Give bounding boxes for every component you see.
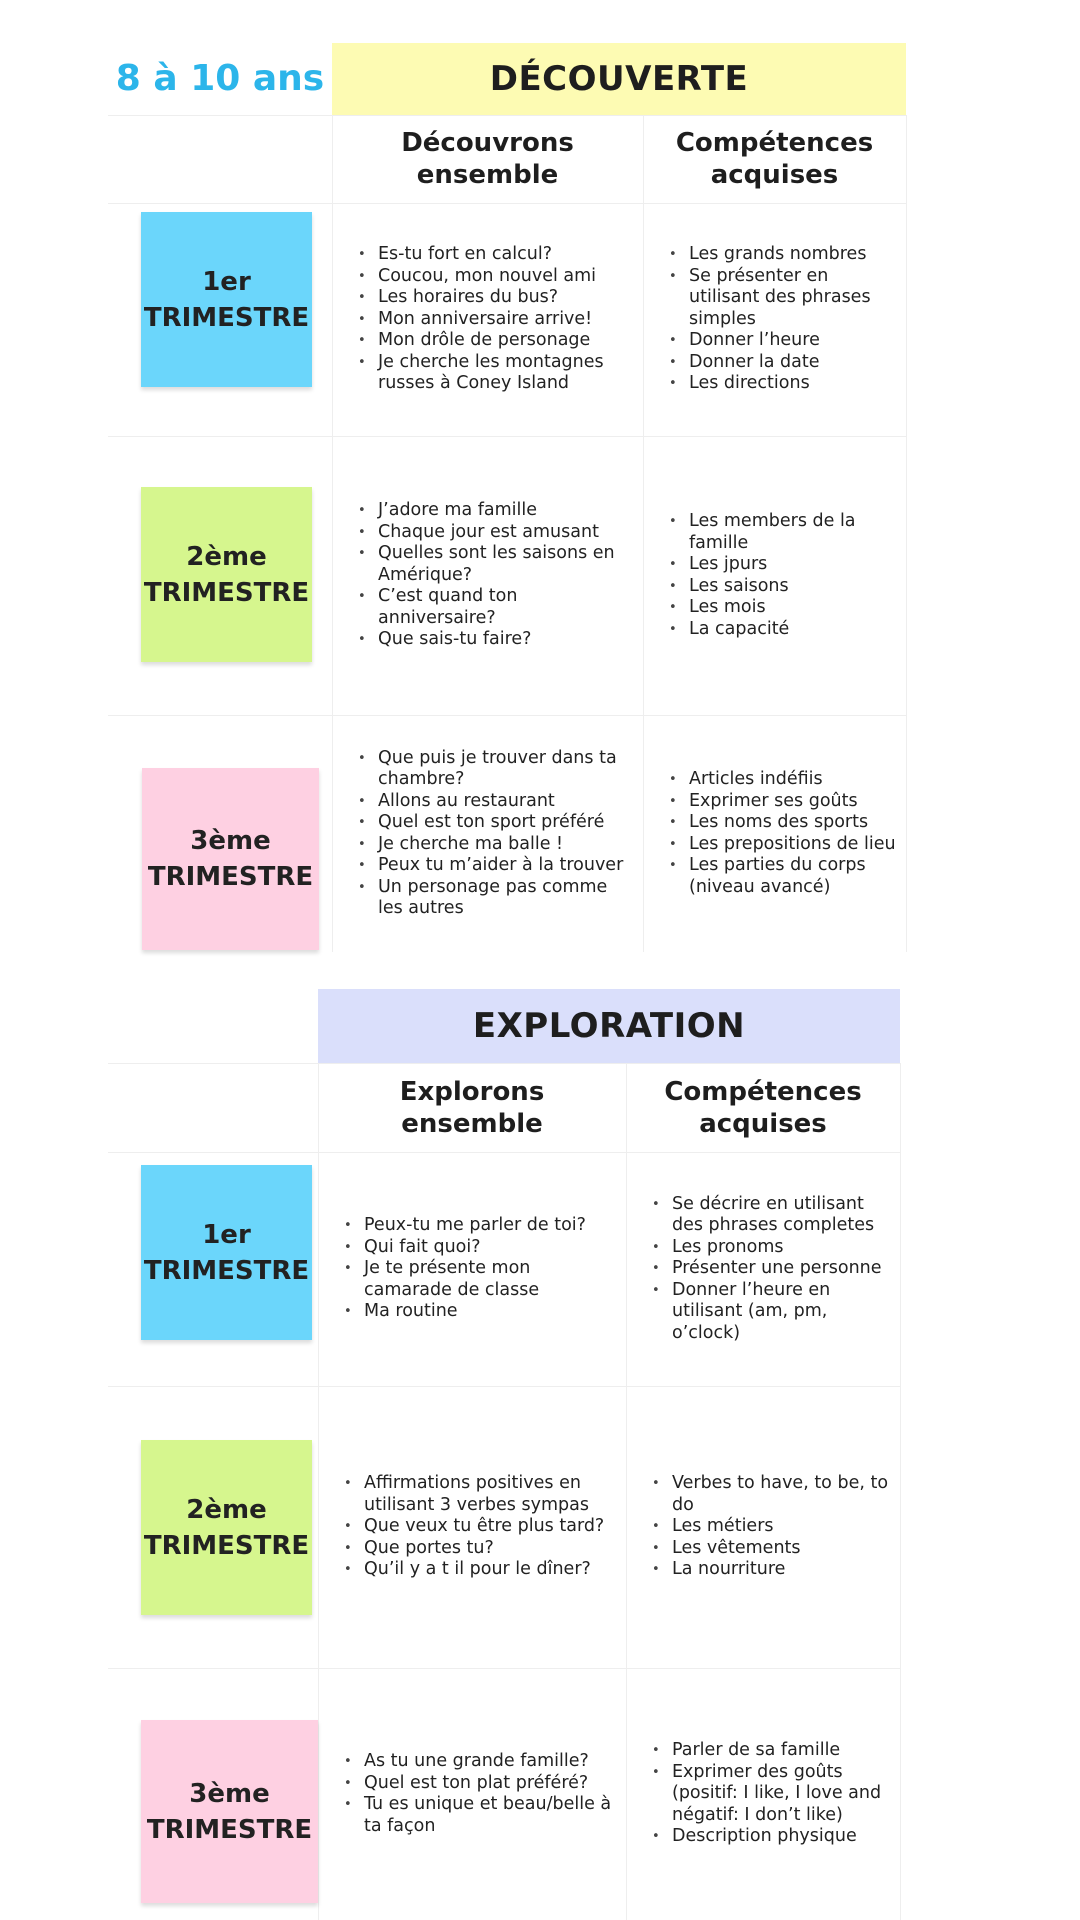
text-line: Compétences <box>664 1076 862 1107</box>
skills-list <box>650 1194 896 1345</box>
skills-list <box>667 511 902 640</box>
grid-line <box>318 1063 319 1920</box>
list-item: • Donner l’heure <box>689 330 902 352</box>
skills-list <box>650 1740 896 1848</box>
list-item: • Les members de la famille <box>689 511 902 554</box>
text-line: 1er <box>202 1219 251 1250</box>
list-item: • La capacité <box>689 619 902 641</box>
grid-line <box>108 1063 900 1064</box>
text-line: 1er <box>202 266 251 297</box>
skills-column-header <box>626 1063 900 1152</box>
activities-cell <box>356 436 637 715</box>
trimestre-sticky-note <box>141 212 312 387</box>
list-item: • Allons au restaurant <box>378 791 637 813</box>
activities-list <box>356 748 637 920</box>
trimestre-sticky-note <box>141 487 312 662</box>
list-item: • Mon anniversaire arrive! <box>378 309 637 331</box>
activities-column-header <box>332 115 643 203</box>
list-item: • Ma routine <box>364 1301 620 1323</box>
list-item: • La nourriture <box>672 1559 896 1581</box>
list-item: • As tu une grande famille? <box>364 1751 620 1773</box>
list-item: • Quelles sont les saisons en Amérique? <box>378 543 637 586</box>
list-item: • Affirmations positives en utilisant 3 verbes sympas <box>364 1473 620 1516</box>
list-item: • Se décrire en utilisant des phrases completes <box>672 1194 896 1237</box>
activities-list <box>356 500 637 651</box>
list-item: • Parler de sa famille <box>672 1740 896 1762</box>
header-text <box>401 127 574 191</box>
text-line: acquises <box>699 1108 827 1139</box>
text-line: TRIMESTRE <box>143 1255 310 1286</box>
skills-cell <box>667 715 902 952</box>
list-item: • Mon drôle de personage <box>378 330 637 352</box>
text-line: ensemble <box>416 160 559 190</box>
list-item: • Peux tu m’aider à la trouver <box>378 855 637 877</box>
activities-list <box>342 1215 620 1323</box>
text-line: 3ème <box>190 826 271 856</box>
skills-list <box>650 1473 896 1581</box>
list-item: • Que veux tu être plus tard? <box>364 1516 620 1538</box>
list-item: • Quel est ton sport préféré <box>378 812 637 834</box>
skills-column-header <box>643 115 906 203</box>
list-item: • Je cherche ma balle ! <box>378 834 637 856</box>
list-item: • Présenter une personne <box>672 1258 896 1280</box>
text-line: 3ème <box>189 1778 270 1809</box>
activities-cell <box>342 1152 620 1386</box>
activities-list <box>342 1751 620 1837</box>
list-item: • Les saisons <box>689 576 902 598</box>
activities-column-header <box>318 1063 626 1152</box>
skills-cell <box>650 1668 896 1920</box>
text-line: TRIMESTRE <box>146 1814 313 1845</box>
trimestre-sticky-note <box>141 1720 318 1903</box>
skills-cell <box>650 1152 896 1386</box>
text-line: Compétences <box>675 128 874 158</box>
list-item: • Les directions <box>689 373 902 395</box>
list-item: • Je te présente mon camarade de classe <box>364 1258 620 1301</box>
grid-line <box>643 115 644 952</box>
list-item: • Je cherche les montagnes russes à Coney Island <box>378 352 637 395</box>
grid-line <box>906 115 907 952</box>
text-line: TRIMESTRE <box>147 862 314 892</box>
list-item: • C’est quand ton anniversaire? <box>378 586 637 629</box>
header-text <box>676 127 873 191</box>
activities-list <box>356 244 637 395</box>
text-line: TRIMESTRE <box>143 1530 310 1561</box>
activities-cell <box>356 203 637 436</box>
list-item: • Les grands nombres <box>689 244 902 266</box>
list-item: • Donner l’heure en utilisant (am, pm, o’clock) <box>672 1280 896 1345</box>
list-item: • Les jpurs <box>689 554 902 576</box>
grid-line <box>108 115 906 116</box>
list-item: • Les horaires du bus? <box>378 287 637 309</box>
list-item: • Es-tu fort en calcul? <box>378 244 637 266</box>
header-text <box>400 1076 545 1140</box>
list-item: • Les parties du corps (niveau avancé) <box>689 855 902 898</box>
list-item: • Coucou, mon nouvel ami <box>378 266 637 288</box>
text-line: TRIMESTRE <box>143 577 310 608</box>
list-item: • Un personage pas comme les autres <box>378 877 637 920</box>
list-item: • Que portes tu? <box>364 1538 620 1560</box>
list-item: • Les mois <box>689 597 902 619</box>
list-item: • Qui fait quoi? <box>364 1237 620 1259</box>
activities-cell <box>342 1386 620 1668</box>
list-item: • Se présenter en utilisant des phrases simples <box>689 266 902 331</box>
level-title: DÉCOUVERTE <box>332 43 906 115</box>
list-item: • Les métiers <box>672 1516 896 1538</box>
list-item: • Quel est ton plat préféré? <box>364 1773 620 1795</box>
activities-list <box>342 1473 620 1581</box>
list-item: • Donner la date <box>689 352 902 374</box>
list-item: • Chaque jour est amusant <box>378 522 637 544</box>
list-item: • Les noms des sports <box>689 812 902 834</box>
text-line: ensemble <box>401 1108 543 1139</box>
list-item: • Tu es unique et beau/belle à ta façon <box>364 1794 620 1837</box>
activities-cell <box>342 1668 620 1920</box>
list-item: • Exprimer des goûts (positif: I like, I love and négatif: I don’t like) <box>672 1762 896 1827</box>
grid-line <box>626 1063 627 1920</box>
skills-list <box>667 244 902 395</box>
list-item: • Que sais-tu faire? <box>378 629 637 651</box>
list-item: • Peux-tu me parler de toi? <box>364 1215 620 1237</box>
text-line: acquises <box>710 160 839 190</box>
activities-cell <box>356 715 637 952</box>
trimestre-sticky-note <box>141 1165 312 1340</box>
grid-line <box>900 1063 901 1920</box>
list-item: • Description physique <box>672 1826 896 1848</box>
list-item: • Les pronoms <box>672 1237 896 1259</box>
trimestre-sticky-note <box>142 768 319 950</box>
text-line: 2ème <box>186 1494 267 1525</box>
skills-cell <box>667 203 902 436</box>
list-item: • Articles indéfiis <box>689 769 902 791</box>
age-label: 8 à 10 ans <box>115 58 325 99</box>
list-item: • Exprimer ses goûts <box>689 791 902 813</box>
list-item: • Que puis je trouver dans ta chambre? <box>378 748 637 791</box>
list-item: • Les vêtements <box>672 1538 896 1560</box>
list-item: • Verbes to have, to be, to do <box>672 1473 896 1516</box>
list-item: • Les prepositions de lieu <box>689 834 902 856</box>
text-line: TRIMESTRE <box>143 302 310 333</box>
list-item: • J’adore ma famille <box>378 500 637 522</box>
skills-list <box>667 769 902 898</box>
text-line: Explorons <box>399 1076 545 1107</box>
grid-line <box>332 115 333 952</box>
skills-cell <box>650 1386 896 1668</box>
skills-cell <box>667 436 902 715</box>
level-title: EXPLORATION <box>318 989 900 1063</box>
trimestre-sticky-note <box>141 1440 312 1615</box>
list-item: • Qu’il y a t il pour le dîner? <box>364 1559 620 1581</box>
text-line: 2ème <box>186 541 267 572</box>
header-text <box>664 1076 861 1140</box>
text-line: Découvrons <box>401 128 574 158</box>
